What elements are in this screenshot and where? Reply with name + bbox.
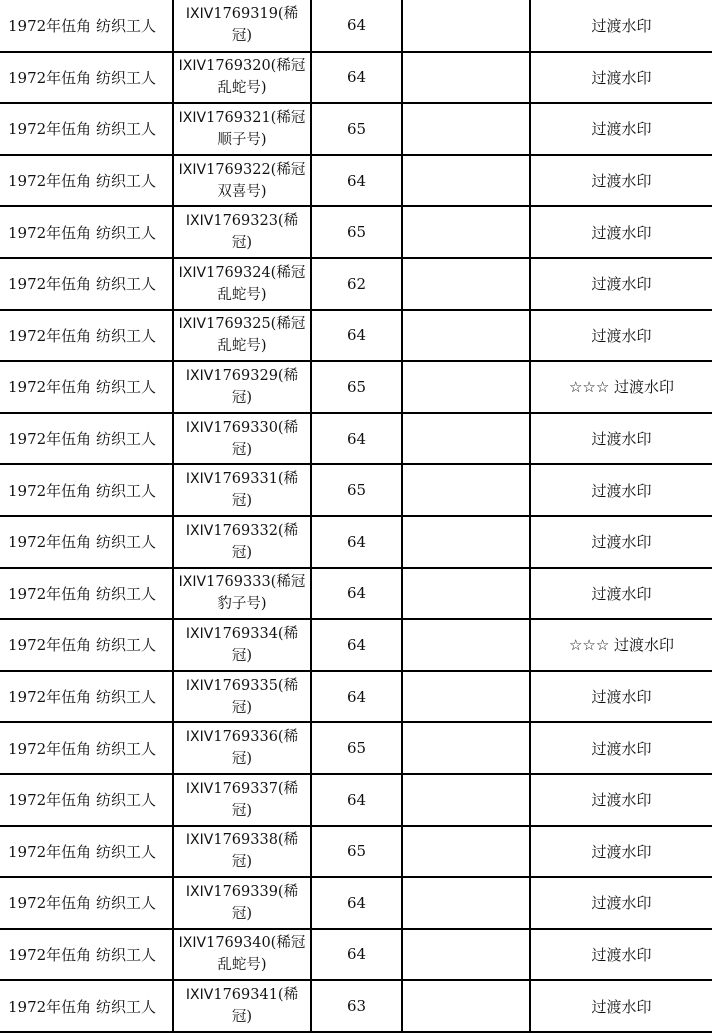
serial-note: (稀冠乱蛇号) <box>217 316 306 355</box>
serial-number-cell <box>173 774 311 826</box>
serial-number: 1769332 <box>213 522 278 539</box>
serial-number: 1769338 <box>213 832 278 849</box>
item-name-cell: 1972年伍角 纺织工人 <box>0 464 173 516</box>
remark-cell: 过渡水印 <box>530 516 712 568</box>
serial-note: (稀冠) <box>231 6 299 45</box>
serial-number: 1769319 <box>213 6 278 23</box>
table-row <box>0 206 712 258</box>
grade-score-cell: 65 <box>311 464 402 516</box>
serial-prefix: IXIV <box>178 574 207 591</box>
grade-score-cell: 62 <box>311 258 402 310</box>
serial-prefix: IXIV <box>185 213 214 230</box>
serial-number-cell <box>173 826 311 878</box>
serial-prefix: IXIV <box>185 729 214 746</box>
remark-cell: 过渡水印 <box>530 568 712 620</box>
item-name-cell: 1972年伍角 纺织工人 <box>0 206 173 258</box>
serial-number-cell <box>173 671 311 723</box>
remark-cell: 过渡水印 <box>530 722 712 774</box>
table-row <box>0 258 712 310</box>
grade-score-cell: 64 <box>311 0 402 52</box>
empty-cell <box>402 413 530 465</box>
item-name-cell: 1972年伍角 纺织工人 <box>0 671 173 723</box>
serial-note: (稀冠顺子号) <box>217 109 306 148</box>
item-name-cell: 1972年伍角 纺织工人 <box>0 103 173 155</box>
serial-number: 1769335 <box>213 677 278 694</box>
remark-cell: 过渡水印 <box>530 464 712 516</box>
serial-number: 1769341 <box>213 987 278 1004</box>
empty-cell <box>402 980 530 1032</box>
empty-cell <box>402 464 530 516</box>
table-row <box>0 774 712 826</box>
item-name-cell: 1972年伍角 纺织工人 <box>0 52 173 104</box>
item-name-cell: 1972年伍角 纺织工人 <box>0 516 173 568</box>
serial-prefix: IXIV <box>185 677 214 694</box>
serial-note: (稀冠) <box>231 471 299 510</box>
serial-prefix: IXIV <box>185 987 214 1004</box>
serial-number-cell <box>173 877 311 929</box>
serial-prefix: IXIV <box>178 109 207 126</box>
item-name-cell: 1972年伍角 纺织工人 <box>0 877 173 929</box>
serial-number-cell <box>173 568 311 620</box>
table-row <box>0 619 712 671</box>
item-name-cell: 1972年伍角 纺织工人 <box>0 310 173 362</box>
serial-number: 1769339 <box>213 883 278 900</box>
serial-number-cell <box>173 929 311 981</box>
remark-cell: 过渡水印 <box>530 310 712 362</box>
serial-number-cell <box>173 206 311 258</box>
table-row <box>0 877 712 929</box>
serial-note: (稀冠双喜号) <box>217 161 306 200</box>
empty-cell <box>402 671 530 723</box>
serial-prefix: IXIV <box>185 832 214 849</box>
serial-prefix: IXIV <box>185 780 214 797</box>
serial-note: (稀冠) <box>231 625 299 664</box>
serial-number: 1769333 <box>206 574 271 591</box>
serial-number: 1769329 <box>213 367 278 384</box>
grade-score-cell: 65 <box>311 361 402 413</box>
item-name-cell: 1972年伍角 纺织工人 <box>0 722 173 774</box>
serial-number-cell <box>173 413 311 465</box>
serial-number: 1769334 <box>213 625 278 642</box>
serial-prefix: IXIV <box>185 367 214 384</box>
grade-score-cell: 64 <box>311 929 402 981</box>
serial-note: (稀冠) <box>231 832 299 871</box>
serial-prefix: IXIV <box>178 264 207 281</box>
serial-note: (稀冠乱蛇号) <box>217 935 306 974</box>
serial-number: 1769330 <box>213 419 278 436</box>
empty-cell <box>402 155 530 207</box>
grade-score-cell: 64 <box>311 619 402 671</box>
empty-cell <box>402 258 530 310</box>
serial-number: 1769322 <box>206 161 271 178</box>
remark-cell: 过渡水印 <box>530 0 712 52</box>
item-name-cell: 1972年伍角 纺织工人 <box>0 258 173 310</box>
grade-score-cell: 64 <box>311 155 402 207</box>
serial-number-cell <box>173 103 311 155</box>
item-name-cell: 1972年伍角 纺织工人 <box>0 568 173 620</box>
serial-number-cell <box>173 516 311 568</box>
serial-prefix: IXIV <box>185 6 214 23</box>
item-name-cell: 1972年伍角 纺织工人 <box>0 774 173 826</box>
empty-cell <box>402 310 530 362</box>
item-name-cell: 1972年伍角 纺织工人 <box>0 929 173 981</box>
empty-cell <box>402 774 530 826</box>
grade-score-cell: 64 <box>311 516 402 568</box>
serial-number-cell <box>173 258 311 310</box>
serial-number: 1769337 <box>213 780 278 797</box>
serial-number-cell <box>173 722 311 774</box>
grade-score-cell: 65 <box>311 826 402 878</box>
table-row <box>0 52 712 104</box>
remark-cell: 过渡水印 <box>530 258 712 310</box>
empty-cell <box>402 516 530 568</box>
serial-number: 1769320 <box>206 58 271 75</box>
remark-cell: 过渡水印 <box>530 980 712 1032</box>
grade-score-cell: 64 <box>311 568 402 620</box>
remark-cell: 过渡水印 <box>530 774 712 826</box>
table-row <box>0 568 712 620</box>
table-row <box>0 671 712 723</box>
empty-cell <box>402 0 530 52</box>
table-row <box>0 103 712 155</box>
serial-note: (稀冠) <box>231 213 299 252</box>
serial-number: 1769336 <box>213 729 278 746</box>
serial-number-cell <box>173 310 311 362</box>
serial-prefix: IXIV <box>185 471 214 488</box>
grade-score-cell: 65 <box>311 206 402 258</box>
serial-number-cell <box>173 52 311 104</box>
serial-prefix: IXIV <box>185 625 214 642</box>
table-row <box>0 980 712 1032</box>
serial-note: (稀冠) <box>231 522 299 561</box>
empty-cell <box>402 103 530 155</box>
remark-cell: 过渡水印 <box>530 877 712 929</box>
remark-cell: 过渡水印 <box>530 206 712 258</box>
empty-cell <box>402 52 530 104</box>
table-row <box>0 361 712 413</box>
item-name-cell: 1972年伍角 纺织工人 <box>0 361 173 413</box>
serial-note: (稀冠) <box>231 367 299 406</box>
table-row <box>0 929 712 981</box>
item-name-cell: 1972年伍角 纺织工人 <box>0 413 173 465</box>
table-row <box>0 826 712 878</box>
serial-number-cell <box>173 619 311 671</box>
grade-score-cell: 64 <box>311 671 402 723</box>
item-name-cell: 1972年伍角 纺织工人 <box>0 0 173 52</box>
table-row <box>0 516 712 568</box>
serial-note: (稀冠) <box>231 987 299 1026</box>
serial-prefix: IXIV <box>178 935 207 952</box>
empty-cell <box>402 206 530 258</box>
remark-cell: 过渡水印 <box>530 52 712 104</box>
serial-number-cell <box>173 361 311 413</box>
serial-note: (稀冠) <box>231 883 299 922</box>
table-row <box>0 722 712 774</box>
grade-score-cell: 65 <box>311 722 402 774</box>
serial-prefix: IXIV <box>178 161 207 178</box>
serial-number: 1769324 <box>206 264 271 281</box>
grade-score-cell: 63 <box>311 980 402 1032</box>
remark-cell: 过渡水印 <box>530 155 712 207</box>
empty-cell <box>402 619 530 671</box>
table-row <box>0 155 712 207</box>
empty-cell <box>402 722 530 774</box>
table-row <box>0 0 712 52</box>
serial-number-cell <box>173 155 311 207</box>
serial-prefix: IXIV <box>185 419 214 436</box>
remark-cell: ☆☆☆ 过渡水印 <box>530 619 712 671</box>
serial-note: (稀冠) <box>231 729 299 768</box>
serial-number: 1769323 <box>213 213 278 230</box>
item-name-cell: 1972年伍角 纺织工人 <box>0 980 173 1032</box>
serial-number: 1769340 <box>206 935 271 952</box>
remark-cell: 过渡水印 <box>530 413 712 465</box>
empty-cell <box>402 568 530 620</box>
serial-note: (稀冠) <box>231 677 299 716</box>
grade-score-cell: 64 <box>311 413 402 465</box>
serial-prefix: IXIV <box>185 883 214 900</box>
remark-cell: 过渡水印 <box>530 103 712 155</box>
table-row <box>0 413 712 465</box>
serial-number: 1769331 <box>213 471 278 488</box>
grade-score-cell: 64 <box>311 52 402 104</box>
serial-number-cell <box>173 464 311 516</box>
serial-prefix: IXIV <box>178 316 207 333</box>
remark-cell: 过渡水印 <box>530 826 712 878</box>
serial-note: (稀冠乱蛇号) <box>217 58 306 97</box>
serial-prefix: IXIV <box>178 58 207 75</box>
grade-score-cell: 64 <box>311 774 402 826</box>
item-name-cell: 1972年伍角 纺织工人 <box>0 826 173 878</box>
serial-number-cell <box>173 0 311 52</box>
serial-number: 1769325 <box>206 316 271 333</box>
remark-cell: ☆☆☆ 过渡水印 <box>530 361 712 413</box>
item-name-cell: 1972年伍角 纺织工人 <box>0 619 173 671</box>
remark-cell: 过渡水印 <box>530 671 712 723</box>
serial-note: (稀冠豹子号) <box>217 574 306 613</box>
serial-number-cell <box>173 980 311 1032</box>
serial-number: 1769321 <box>206 109 271 126</box>
empty-cell <box>402 361 530 413</box>
grade-score-cell: 64 <box>311 310 402 362</box>
grade-score-cell: 65 <box>311 103 402 155</box>
grade-score-cell: 64 <box>311 877 402 929</box>
serial-prefix: IXIV <box>185 522 214 539</box>
serial-note: (稀冠乱蛇号) <box>217 264 306 303</box>
serial-note: (稀冠) <box>231 780 299 819</box>
table-row <box>0 310 712 362</box>
item-name-cell: 1972年伍角 纺织工人 <box>0 155 173 207</box>
empty-cell <box>402 826 530 878</box>
serial-note: (稀冠) <box>231 419 299 458</box>
table-row <box>0 464 712 516</box>
empty-cell <box>402 877 530 929</box>
empty-cell <box>402 929 530 981</box>
remark-cell: 过渡水印 <box>530 929 712 981</box>
